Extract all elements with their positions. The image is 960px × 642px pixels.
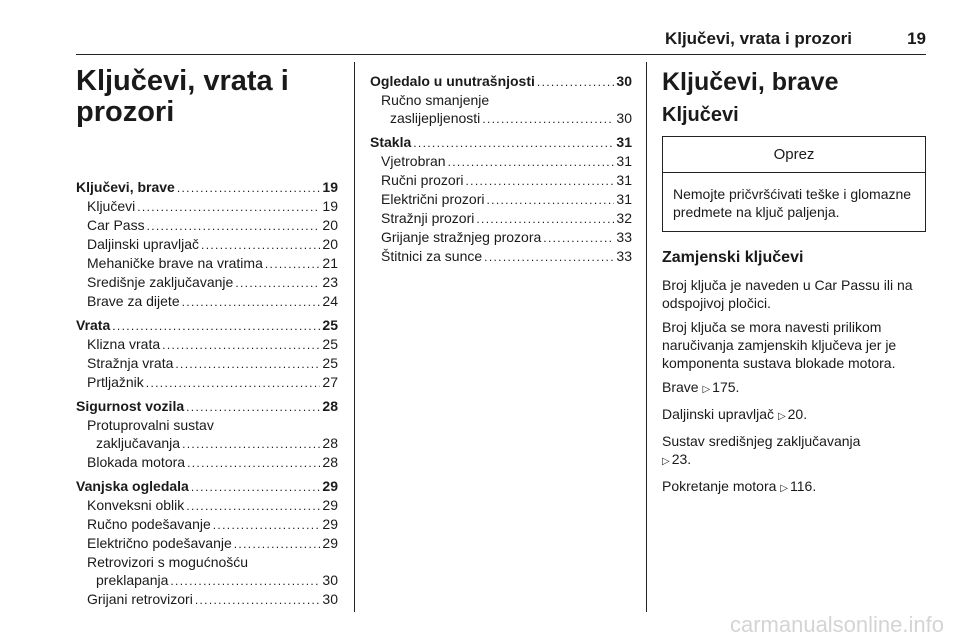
toc-item-straznja-vrata[interactable]: Stražnja vrata . . . 25: [76, 354, 338, 373]
toc-item-retrovizori-preklapanja[interactable]: Retrovizori s mogućnošću preklapanja . . . 30: [76, 553, 338, 590]
caution-box: [662, 136, 926, 232]
content-column: [662, 60, 926, 504]
column-divider: [354, 62, 355, 612]
reference-arrow-icon: ▷: [702, 384, 711, 395]
cross-reference-locks[interactable]: Brave ▷ 175.: [662, 378, 926, 399]
paragraph: Broj ključa se mora navesti prilikom naručivanja zamjenskih ključeva jer je komponenta sustava blokade motora.: [662, 319, 897, 371]
reference-arrow-icon: ▷: [777, 411, 786, 422]
toc-item-brave-dijete[interactable]: Brave za dijete . . . 24: [76, 292, 338, 311]
section-heading: Ključevi, brave: [662, 68, 839, 96]
toc-item-rucno-smanjenje[interactable]: Ručno smanjenje zaslijepljenosti . . . 30: [370, 91, 632, 128]
toc-item-grijani-retrovizori[interactable]: Grijani retrovizori . . . 30: [76, 590, 338, 609]
toc-item-rucni-prozori[interactable]: Ručni prozori . . . 31: [370, 171, 632, 190]
toc-item-stitnici-sunce[interactable]: Štitnici za sunce . . . 33: [370, 247, 632, 266]
toc-item-blokada-motora[interactable]: Blokada motora . . . 28: [76, 453, 338, 472]
chapter-title: Ključevi, vrata i prozori: [76, 65, 289, 128]
toc-item-elektricni-prozori[interactable]: Električni prozori . . . 31: [370, 190, 632, 209]
toc-section-ogledalo-unutrasnjosti[interactable]: Ogledalo u unutrašnjosti . . . 30: [370, 72, 632, 91]
toc-column-1: [76, 60, 338, 609]
toc-item-konveksni[interactable]: Konveksni oblik . . . 29: [76, 496, 338, 515]
toc-item-vjetrobran[interactable]: Vjetrobran . . . 31: [370, 152, 632, 171]
toc-item-prtljaznik[interactable]: Prtljažnik . . . 27: [76, 373, 338, 392]
page-header: [76, 26, 926, 55]
toc-section-stakla[interactable]: Stakla . . . 31: [370, 133, 632, 152]
subsection-heading: Ključevi: [662, 104, 739, 126]
column-divider: [646, 62, 647, 612]
page-number: 19: [907, 29, 926, 48]
toc-column-2: [370, 72, 632, 266]
toc-item-grijanje-prozora[interactable]: Grijanje stražnjeg prozora . . . 33: [370, 228, 632, 247]
toc-section-vanjska-ogledala[interactable]: Vanjska ogledala . . . 29: [76, 477, 338, 496]
toc-item-car-pass[interactable]: Car Pass . . . 20: [76, 216, 338, 235]
toc-item-rucno-podesavanje[interactable]: Ručno podešavanje . . . 29: [76, 515, 338, 534]
cross-reference-remote[interactable]: Daljinski upravljač ▷ 20.: [662, 405, 926, 426]
header-title: Ključevi, vrata i prozori: [664, 29, 852, 48]
toc-item-protuprovalni[interactable]: Protuprovalni sustav zaključavanja . . . 28: [76, 416, 338, 453]
toc-section-vrata[interactable]: Vrata . . . 25: [76, 316, 338, 335]
spare-keys-heading: Zamjenski ključevi: [662, 249, 804, 266]
toc-item-kljucevi[interactable]: Ključevi . . . 19: [76, 197, 338, 216]
toc-item-mehanicke-brave[interactable]: Mehaničke brave na vratima . . . 21: [76, 254, 338, 273]
toc-section-sigurnost[interactable]: Sigurnost vozila . . . 28: [76, 397, 338, 416]
toc-item-straznji-prozori[interactable]: Stražnji prozori . . . 32: [370, 209, 632, 228]
reference-arrow-icon: ▷: [662, 456, 670, 467]
toc-item-klizna-vrata[interactable]: Klizna vrata . . . 25: [76, 335, 338, 354]
toc-item-daljinski[interactable]: Daljinski upravljač . . . 20: [76, 235, 338, 254]
reference-arrow-icon: ▷: [780, 483, 788, 494]
toc-section-kljucevi-brave[interactable]: Ključevi, brave . . . 19: [76, 178, 338, 197]
cross-reference-central-locking[interactable]: Sustav središnjeg zaključavanja ▷ 23.: [662, 432, 926, 471]
watermark: carmanualsonline.info: [729, 612, 944, 637]
caution-text: Nemojte pričvršćivati teške i glomazne predmete na ključ paljenja.: [673, 186, 912, 220]
paragraph: Broj ključa je naveden u Car Passu ili na odspojivoj pločici.: [662, 277, 913, 311]
toc-item-elektricno-podesavanje[interactable]: Električno podešavanje . . . 29: [76, 534, 338, 553]
caution-title: Oprez: [663, 137, 925, 173]
toc-item-sredisnje[interactable]: Središnje zaključavanje . . . 23: [76, 273, 338, 292]
cross-reference-engine-start[interactable]: Pokretanje motora ▷ 116.: [662, 477, 926, 498]
